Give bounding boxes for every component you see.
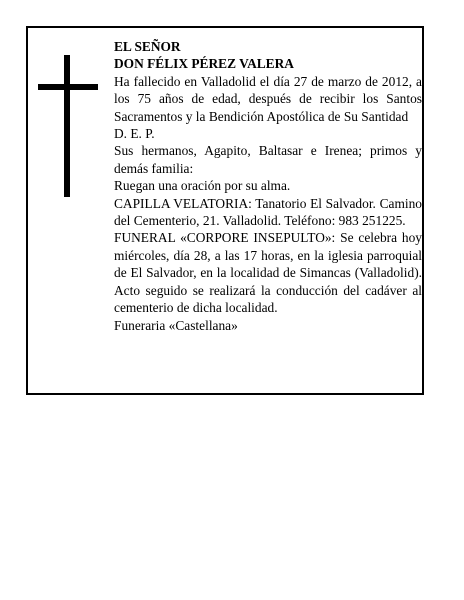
death-announcement: Ha fallecido en Valladolid el día 27 de marzo de 2012, a los 75 años de edad, después de recibir los Santos Sacramentos y la Bendición Apostólica de Su Santidad (114, 73, 422, 124)
cross-horizontal-bar (38, 84, 98, 90)
cross-vertical-bar (64, 55, 70, 197)
latin-cross-icon (38, 55, 98, 197)
prayer-request: Ruegan una oración por su alma. (114, 178, 291, 194)
family-members: Sus hermanos, Agapito, Baltasar e Irenea; primos y demás familia: (114, 143, 422, 176)
rest-in-peace: D. E. P. (114, 126, 155, 142)
funeral-home: Funeraria «Castellana» (114, 317, 238, 333)
obituary-text (114, 38, 422, 334)
deceased-name: DON FÉLIX PÉREZ VALERA (114, 56, 294, 72)
funeral-info: FUNERAL «CORPORE INSEPULTO»: Se celebra hoy miércoles, día 28, a las 17 horas, en la iglesia parroquial de El Salvador, en la localidad de Simancas (Valladolid). Acto seguido se realizará la conducción del cadáver al cementerio de dicha localidad. (114, 230, 422, 316)
deceased-title: EL SEÑOR (114, 39, 181, 54)
wake-chapel-info: CAPILLA VELATORIA: Tanatorio El Salvador. Camino del Cementerio, 21. Valladolid. Teléfono: 983 251225. (114, 195, 422, 229)
